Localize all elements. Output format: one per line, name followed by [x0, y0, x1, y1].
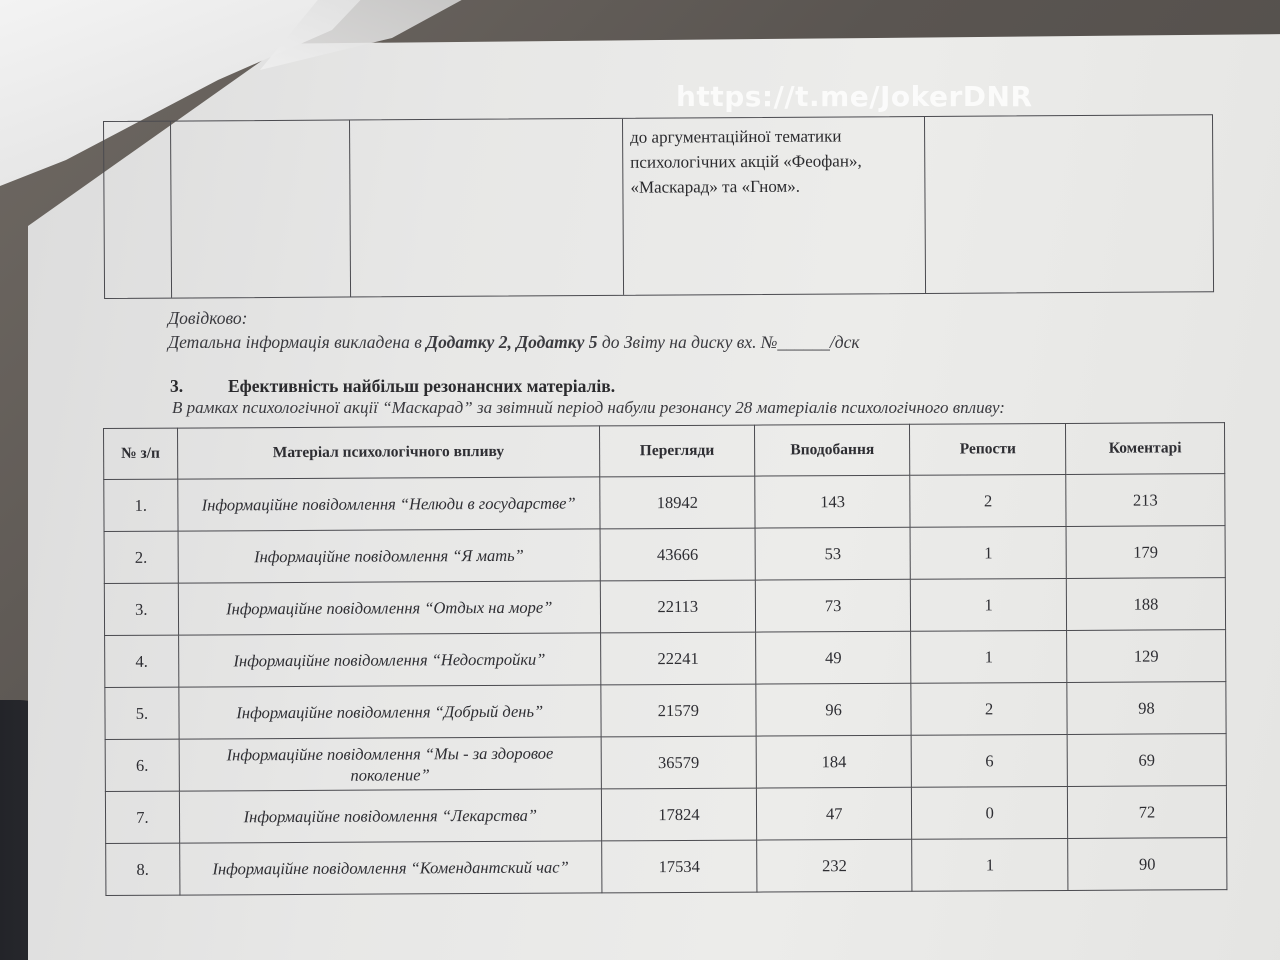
row-likes: 73 [755, 579, 911, 632]
header-material: Матеріал психологічного впливу [177, 426, 599, 479]
materials-table [103, 422, 1227, 896]
top-table-cell-text [630, 123, 926, 200]
row-comments: 90 [1068, 838, 1227, 891]
row-num: 6. [105, 739, 179, 791]
note-label: Довідково: [168, 308, 248, 328]
row-material: Інформаційне повідомлення “Мы - за здоровое поколение” [179, 737, 601, 791]
row-likes: 143 [755, 475, 911, 528]
header-likes: Вподобання [754, 424, 910, 476]
row-views: 17824 [601, 788, 756, 841]
note-line-prefix: Детальна інформація викладена в [168, 332, 427, 352]
row-reposts: 1 [910, 526, 1066, 579]
row-reposts: 1 [912, 838, 1068, 891]
table-row [104, 578, 1225, 636]
header-num: № з/п [104, 428, 178, 479]
row-views: 18942 [600, 476, 755, 529]
row-num: 3. [104, 583, 178, 635]
row-likes: 184 [756, 735, 912, 788]
note-line-suffix: до Звіту на диску вх. №______/дск [597, 332, 860, 352]
row-reposts: 2 [910, 474, 1066, 527]
row-views: 43666 [600, 528, 755, 581]
table-header-row [104, 423, 1225, 480]
row-num: 1. [104, 479, 178, 531]
section-heading [170, 376, 615, 397]
row-comments: 98 [1067, 682, 1226, 735]
row-material: Інформаційне повідомлення “Комендантский час” [179, 841, 601, 895]
row-num: 8. [106, 843, 180, 895]
row-reposts: 1 [911, 630, 1067, 683]
note-line [168, 330, 860, 354]
row-material: Інформаційне повідомлення “Отдых на море” [178, 581, 600, 635]
top-table-fragment [103, 114, 1214, 299]
row-material: Інформаційне повідомлення “Добрый день” [179, 685, 601, 739]
row-comments: 129 [1067, 630, 1226, 683]
row-num: 7. [105, 791, 179, 843]
row-reposts: 2 [911, 682, 1067, 735]
row-comments: 72 [1067, 786, 1226, 839]
row-likes: 232 [757, 839, 913, 892]
row-material: Інформаційне повідомлення “Лекарства” [179, 789, 601, 843]
row-comments: 188 [1066, 578, 1225, 631]
row-likes: 96 [756, 683, 912, 736]
top-table-divider [349, 120, 351, 296]
table-row [105, 734, 1226, 792]
table-row [106, 838, 1227, 896]
section-number: 3. [170, 376, 184, 396]
top-table-divider [622, 119, 624, 295]
table-row [105, 786, 1226, 844]
row-material: Інформаційне повідомлення “Нелюди в государстве” [178, 477, 600, 531]
row-comments: 69 [1067, 734, 1226, 787]
row-views: 22241 [600, 632, 755, 685]
row-num: 5. [105, 687, 179, 739]
row-views: 21579 [601, 684, 756, 737]
row-views: 22113 [600, 580, 755, 633]
row-reposts: 0 [912, 786, 1068, 839]
watermark-text: https://t.me/JokerDNR [676, 80, 1033, 113]
row-material: Інформаційне повідомлення “Недостройки” [178, 633, 600, 687]
row-views: 17534 [601, 840, 756, 893]
row-num: 2. [104, 531, 178, 583]
table-row [105, 630, 1226, 688]
top-table-divider [170, 122, 172, 298]
top-table-line: психологічних акцій «Феофан», [630, 151, 862, 172]
header-reposts: Репости [910, 423, 1066, 475]
header-views: Перегляди [599, 425, 754, 477]
reference-note [168, 306, 860, 354]
top-table-line: «Маскарад» та «Гном». [630, 176, 801, 197]
row-comments: 213 [1066, 474, 1225, 527]
row-reposts: 6 [911, 734, 1067, 787]
section-subtitle: В рамках психологічної акції “Маскарад” за звітний період набули резонансу 28 матеріалів психологічного впливу: [172, 398, 1005, 417]
header-comments: Коментарі [1065, 423, 1224, 475]
top-table-line: до аргументаційної тематики [630, 126, 842, 147]
row-likes: 47 [756, 787, 912, 840]
note-line-bold: Додатку 2, Додатку 5 [426, 332, 598, 352]
row-comments: 179 [1066, 526, 1225, 579]
row-num: 4. [105, 635, 179, 687]
row-likes: 53 [755, 527, 911, 580]
table-row [104, 474, 1225, 532]
row-material: Інформаційне повідомлення “Я мать” [178, 529, 600, 583]
table-row [105, 682, 1226, 740]
table-row [104, 526, 1225, 584]
row-likes: 49 [756, 631, 912, 684]
row-views: 36579 [601, 736, 756, 789]
row-reposts: 1 [911, 578, 1067, 631]
section-title: Ефективність найбільш резонансних матеріалів. [228, 376, 616, 396]
